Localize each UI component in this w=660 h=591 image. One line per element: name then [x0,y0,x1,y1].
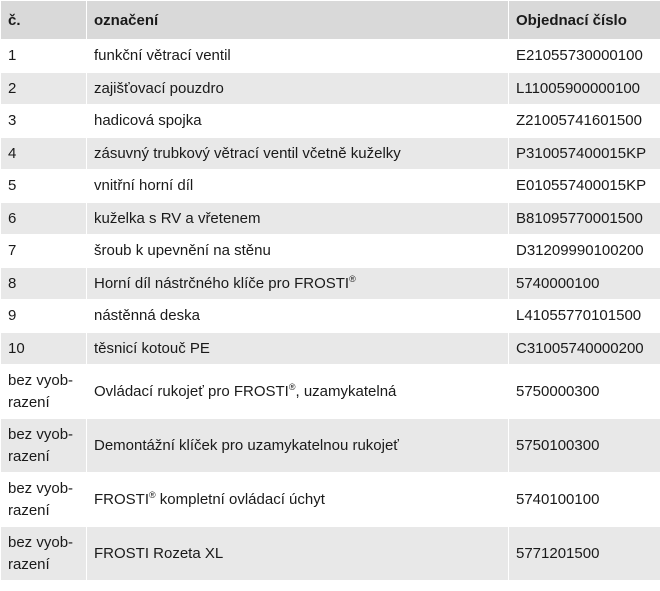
row-order-number: 5750000300 [509,365,660,419]
row-number-line1: bez vyob- [8,479,74,497]
row-number: 10 [1,332,87,365]
row-order-number: P310057400015KP [509,137,660,170]
row-number-line1: bez vyob- [8,533,74,551]
row-number: 7 [1,235,87,268]
row-order-number: Z21005741601500 [509,105,660,138]
row-order-number: 5771201500 [509,527,660,581]
table-row [1,72,660,105]
table-row [1,419,660,473]
row-name: FROSTI Rozeta XL [87,527,509,581]
row-name: zajišťovací pouzdro [87,72,509,105]
row-order-number: 5750100300 [509,419,660,473]
row-number-line2: razení [8,555,50,573]
row-name: Demontážní klíček pro uzamykatelnou rukojeť [87,419,509,473]
row-number-line1: bez vyob- [8,371,74,389]
row-number [1,473,87,527]
row-name-suffix: kompletní ovládací úchyt [155,491,325,508]
header-order-number: Objednací číslo [509,1,660,40]
row-number [1,527,87,581]
row-number-line2: razení [8,393,50,411]
table-row [1,40,660,73]
table-row [1,267,660,300]
table-row [1,527,660,581]
row-name: hadicová spojka [87,105,509,138]
row-name: zásuvný trubkový větrací ventil včetně kuželky [87,137,509,170]
row-order-number: 5740000100 [509,267,660,300]
table-row [1,332,660,365]
row-number: 2 [1,72,87,105]
table-row [1,473,660,527]
row-order-number: L11005900000100 [509,72,660,105]
row-number: 9 [1,300,87,333]
row-number [1,365,87,419]
row-number-line2: razení [8,501,50,519]
table-row [1,365,660,419]
row-number: 4 [1,137,87,170]
row-number-line2: razení [8,447,50,465]
table-row [1,300,660,333]
table-row [1,137,660,170]
registered-mark: ® [288,382,296,392]
registered-mark: ® [349,273,356,284]
row-name-text: FROSTI [94,491,149,508]
row-order-number: L41055770101500 [509,300,660,333]
row-name-text: Horní díl nástrčného klíče pro FROSTI [94,274,350,292]
row-name-text: Ovládací rukojeť pro FROSTI [94,383,289,400]
table-row [1,105,660,138]
row-order-number: E010557400015KP [509,170,660,203]
header-number: č. [1,1,87,40]
row-name [87,473,509,527]
row-name: kuželka s RV a vřetenem [87,202,509,235]
row-number: 5 [1,170,87,203]
row-name-suffix: , uzamykatelná [295,383,397,400]
row-number-line1: bez vyob- [8,425,74,443]
row-name [87,267,509,300]
row-name: těsnicí kotouč PE [87,332,509,365]
row-number: 8 [1,267,87,300]
table-row [1,170,660,203]
row-name [87,365,509,419]
registered-mark: ® [149,490,156,500]
header-name: označení [87,1,509,40]
row-name: vnitřní horní díl [87,170,509,203]
table-row [1,235,660,268]
row-name: šroub k upevnění na stěnu [87,235,509,268]
row-number: 1 [1,40,87,73]
table-row [1,202,660,235]
row-name: funkční větrací ventil [87,40,509,73]
row-order-number: E21055730000100 [509,40,660,73]
row-order-number: B81095770001500 [509,202,660,235]
row-order-number: D31209990100200 [509,235,660,268]
row-order-number: C31005740000200 [509,332,660,365]
header-row [1,1,660,40]
row-number: 3 [1,105,87,138]
row-name: nástěnná deska [87,300,509,333]
row-number: 6 [1,202,87,235]
row-order-number: 5740100100 [509,473,660,527]
row-number [1,419,87,473]
